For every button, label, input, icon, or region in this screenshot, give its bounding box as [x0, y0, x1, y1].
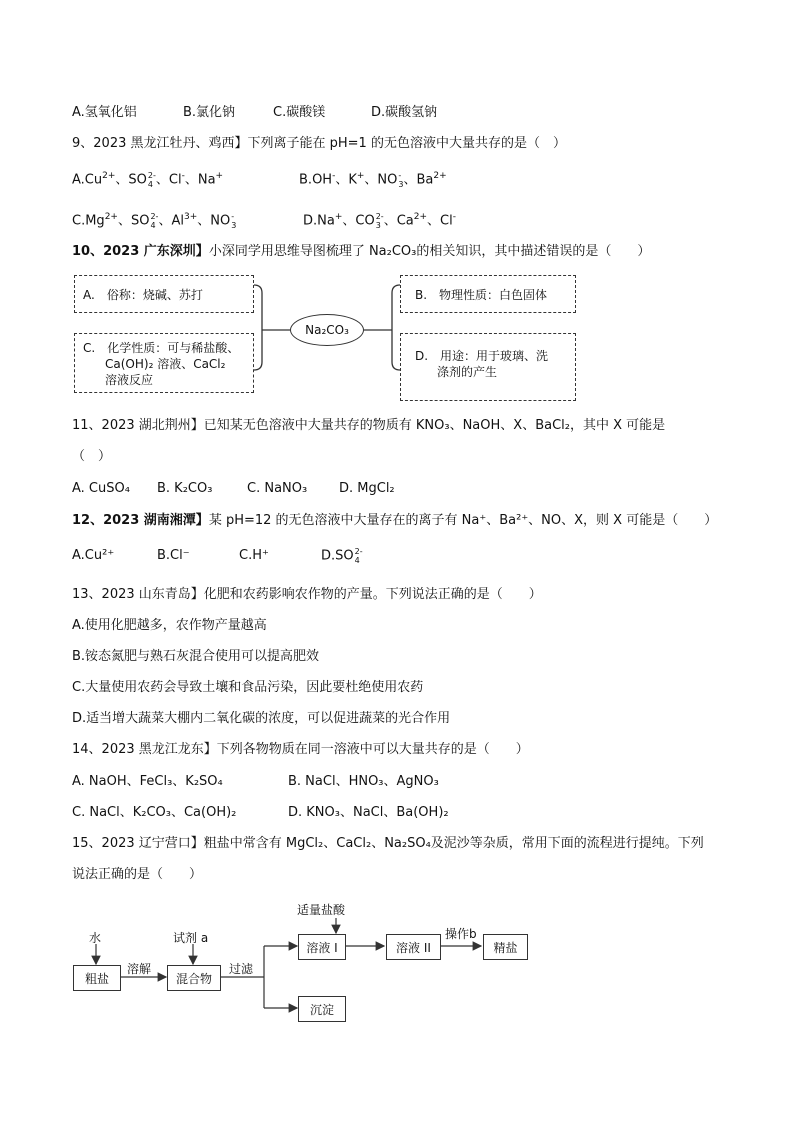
q14-option-b: B. NaCl、HNO₃、AgNO₃ — [288, 774, 439, 789]
flow-node-solution-2: 溶液 II — [386, 934, 441, 960]
q13-option-d: D.适当增大蔬菜大棚内二氧化碳的浓度，可以促进蔬菜的光合作用 — [72, 711, 451, 726]
mindmap-center-node: Na₂CO₃ — [290, 314, 364, 346]
q11-stem-cont: （ ） — [72, 449, 112, 464]
flow-label-filter: 过滤 — [229, 962, 254, 976]
mindmap-box-b: B. 物理性质：白色固体 — [400, 275, 576, 313]
q13-option-b: B.铵态氮肥与熟石灰混合使用可以提高肥效 — [72, 649, 320, 664]
q12-option-a: A.Cu²⁺ — [72, 548, 115, 563]
q9-option-d: D.Na+、CO 2- 3 、$Ca^{2+}$、Cl- — [303, 212, 456, 230]
q12-stem: 12、2023 湖南湘潭】某 pH=12 的无色溶液中大量存在的离子有 Na⁺、Ba²⁺、NO、X，则 X 可能是（ ） — [72, 513, 718, 528]
q12-option-d: D.SO 2- 4 — [321, 547, 363, 565]
flow-node-mixture: 混合物 — [167, 965, 221, 991]
mindmap-box-c: C. 化学性质：可与稀盐酸、 Ca(OH)₂ 溶液、CaCl₂ 溶液反应 — [74, 333, 254, 393]
q12-option-b: B.Cl⁻ — [157, 548, 190, 563]
flow-node-precipitate: 沉淀 — [298, 996, 346, 1022]
q11-option-b: B. K₂CO₃ — [157, 481, 213, 496]
q9-stem: 9、2023 黑龙江牡丹、鸡西】下列离子能在 pH=1 的无色溶液中大量共存的是（ ） — [72, 136, 566, 151]
q11-option-a: A. CuSO₄ — [72, 481, 130, 496]
q8-option-d: D.碳酸氢钠 — [371, 105, 438, 120]
flow-label-operation-b: 操作b — [445, 927, 477, 941]
q11-stem: 11、2023 湖北荆州】已知某无色溶液中大量共存的物质有 KNO₃、NaOH、X、BaCl₂，其中 X 可能是 — [72, 418, 666, 433]
flow-label-dissolve: 溶解 — [127, 962, 152, 976]
q9-option-a: $A.Cu^{2+}$、SO 2- 4 、Cl-、Na+ — [72, 171, 224, 189]
q14-option-c: C. NaCl、K₂CO₃、Ca(OH)₂ — [72, 805, 237, 820]
q13-option-c: C.大量使用农药会导致土壤和食品污染，因此要杜绝使用农药 — [72, 680, 424, 695]
q14-option-d: D. KNO₃、NaCl、Ba(OH)₂ — [288, 805, 449, 820]
flow-node-solution-1: 溶液 I — [298, 934, 346, 960]
q15-stem: 15、2023 辽宁营口】粗盐中常含有 MgCl₂、CaCl₂、Na₂SO₄及泥沙等杂质，常用下面的流程进行提纯。下列 — [72, 836, 704, 851]
q13-stem: 13、2023 山东青岛】化肥和农药影响农作物的产量。下列说法正确的是（ ） — [72, 587, 542, 602]
q13-option-a: A.使用化肥越多，农作物产量越高 — [72, 618, 267, 633]
q12-option-c: C.H⁺ — [239, 548, 269, 563]
q8-option-b: B.氯化钠 — [183, 105, 236, 120]
q15-stem-cont: 说法正确的是（ ） — [72, 867, 203, 882]
flow-label-water: 水 — [89, 931, 102, 945]
q11-option-c: C. NaNO₃ — [247, 481, 308, 496]
q8-option-c: C.碳酸镁 — [273, 105, 326, 120]
q10-stem: 10、2023 广东深圳】小深同学用思维导图梳理了 Na₂CO₃的相关知识，其中描述错误的是（ ） — [72, 244, 651, 259]
q8-option-a: A.氢氧化铝 — [72, 105, 137, 120]
flow-node-refined-salt: 精盐 — [483, 934, 528, 960]
mindmap-box-d: D. 用途：用于玻璃、洗 涤剂的产生 — [400, 333, 576, 401]
flow-label-reagent-a: 试剂 a — [173, 931, 209, 945]
flow-node-crude-salt: 粗盐 — [73, 965, 121, 991]
mindmap-box-a: A. 俗称：烧碱、苏打 — [74, 275, 254, 313]
flow-label-hcl: 适量盐酸 — [297, 903, 346, 917]
q14-stem: 14、2023 黑龙江龙东】下列各物物质在同一溶液中可以大量共存的是（ ） — [72, 742, 529, 757]
q9-option-b: B.OH-、K+、NO - 3 、$Ba^{2+}$ — [299, 171, 447, 189]
q9-option-c: $C.Mg^{2+}$、SO 2- 4 、$Al^{3+}$、NO - 3 — [72, 212, 237, 230]
q11-option-d: D. MgCl₂ — [339, 481, 395, 496]
q14-option-a: A. NaOH、FeCl₃、K₂SO₄ — [72, 774, 223, 789]
